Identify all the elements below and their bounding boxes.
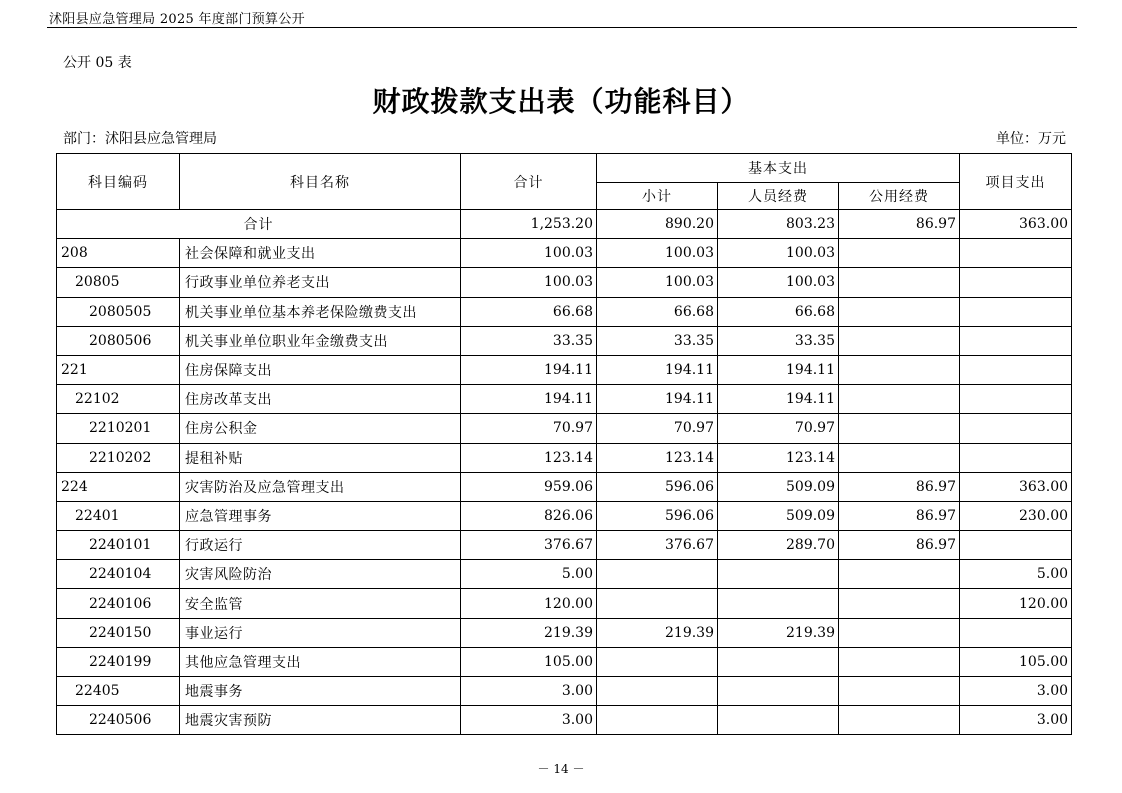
cell-name: 地震事务 xyxy=(180,677,461,706)
cell-project xyxy=(960,297,1072,326)
cell-project xyxy=(960,385,1072,414)
cell-name: 灾害防治及应急管理支出 xyxy=(180,472,461,501)
cell-project xyxy=(960,239,1072,268)
table-row xyxy=(57,414,1072,443)
total-row-subtotal: 890.20 xyxy=(597,210,718,239)
column-header-project: 项目支出 xyxy=(960,154,1072,210)
column-header-personnel: 人员经费 xyxy=(718,183,839,210)
cell-total: 66.68 xyxy=(461,297,597,326)
column-header-basic: 基本支出 xyxy=(597,154,960,183)
cell-public xyxy=(839,297,960,326)
column-header-name: 科目名称 xyxy=(180,154,461,210)
table-row xyxy=(57,326,1072,355)
cell-public xyxy=(839,414,960,443)
table-row xyxy=(57,268,1072,297)
cell-subtotal: 376.67 xyxy=(597,531,718,560)
table-row xyxy=(57,501,1072,530)
cell-project xyxy=(960,618,1072,647)
cell-total: 120.00 xyxy=(461,589,597,618)
cell-personnel: 100.03 xyxy=(718,239,839,268)
table-row xyxy=(57,239,1072,268)
cell-personnel: 509.09 xyxy=(718,472,839,501)
table-row xyxy=(57,385,1072,414)
cell-personnel xyxy=(718,706,839,735)
table-row xyxy=(57,443,1072,472)
page-title: 财政拨款支出表（功能科目） xyxy=(372,85,750,118)
cell-subtotal: 70.97 xyxy=(597,414,718,443)
cell-project: 105.00 xyxy=(960,647,1072,676)
cell-project xyxy=(960,531,1072,560)
header-divider xyxy=(47,27,1077,28)
cell-project: 3.00 xyxy=(960,677,1072,706)
cell-code: 2210202 xyxy=(57,443,180,472)
cell-public xyxy=(839,677,960,706)
table-row xyxy=(57,677,1072,706)
column-header-total: 合计 xyxy=(461,154,597,210)
cell-public: 86.97 xyxy=(839,501,960,530)
cell-code: 2240104 xyxy=(57,560,180,589)
total-row-personnel: 803.23 xyxy=(718,210,839,239)
cell-project xyxy=(960,326,1072,355)
cell-personnel: 33.35 xyxy=(718,326,839,355)
cell-public xyxy=(839,647,960,676)
cell-subtotal: 33.35 xyxy=(597,326,718,355)
cell-name: 应急管理事务 xyxy=(180,501,461,530)
cell-project: 230.00 xyxy=(960,501,1072,530)
cell-personnel: 194.11 xyxy=(718,355,839,384)
cell-personnel: 219.39 xyxy=(718,618,839,647)
table-number: 公开 05 表 xyxy=(63,55,132,71)
cell-total: 194.11 xyxy=(461,385,597,414)
cell-project xyxy=(960,414,1072,443)
cell-total: 826.06 xyxy=(461,501,597,530)
table-row xyxy=(57,560,1072,589)
cell-personnel: 289.70 xyxy=(718,531,839,560)
cell-public xyxy=(839,443,960,472)
cell-public xyxy=(839,560,960,589)
column-header-public: 公用经费 xyxy=(839,183,960,210)
cell-project: 363.00 xyxy=(960,472,1072,501)
cell-total: 100.03 xyxy=(461,268,597,297)
cell-name: 地震灾害预防 xyxy=(180,706,461,735)
cell-name: 事业运行 xyxy=(180,618,461,647)
table-row xyxy=(57,647,1072,676)
cell-subtotal: 219.39 xyxy=(597,618,718,647)
cell-subtotal: 66.68 xyxy=(597,297,718,326)
table-row xyxy=(57,355,1072,384)
cell-subtotal xyxy=(597,647,718,676)
department-label: 部门：沭阳县应急管理局 xyxy=(63,131,217,147)
cell-total: 194.11 xyxy=(461,355,597,384)
cell-total: 376.67 xyxy=(461,531,597,560)
cell-subtotal xyxy=(597,560,718,589)
cell-name: 住房改革支出 xyxy=(180,385,461,414)
cell-project xyxy=(960,355,1072,384)
total-row-label: 合计 xyxy=(57,210,461,239)
cell-code: 2240506 xyxy=(57,706,180,735)
cell-subtotal: 596.06 xyxy=(597,501,718,530)
cell-subtotal xyxy=(597,706,718,735)
total-row-project: 363.00 xyxy=(960,210,1072,239)
cell-subtotal: 100.03 xyxy=(597,239,718,268)
cell-code: 22102 xyxy=(57,385,180,414)
page-number: － 14 － xyxy=(537,762,585,776)
cell-code: 224 xyxy=(57,472,180,501)
cell-public xyxy=(839,706,960,735)
cell-public: 86.97 xyxy=(839,531,960,560)
cell-name: 住房公积金 xyxy=(180,414,461,443)
cell-code: 2080506 xyxy=(57,326,180,355)
cell-project: 5.00 xyxy=(960,560,1072,589)
cell-public: 86.97 xyxy=(839,472,960,501)
cell-code: 2240199 xyxy=(57,647,180,676)
cell-public xyxy=(839,268,960,297)
cell-personnel xyxy=(718,589,839,618)
cell-code: 208 xyxy=(57,239,180,268)
cell-code: 2240150 xyxy=(57,618,180,647)
cell-code: 2210201 xyxy=(57,414,180,443)
cell-personnel xyxy=(718,677,839,706)
cell-subtotal xyxy=(597,677,718,706)
cell-total: 33.35 xyxy=(461,326,597,355)
cell-subtotal: 194.11 xyxy=(597,385,718,414)
cell-code: 2240101 xyxy=(57,531,180,560)
cell-total: 959.06 xyxy=(461,472,597,501)
cell-name: 社会保障和就业支出 xyxy=(180,239,461,268)
cell-subtotal: 596.06 xyxy=(597,472,718,501)
cell-code: 22405 xyxy=(57,677,180,706)
cell-personnel xyxy=(718,560,839,589)
column-header-subtotal: 小计 xyxy=(597,183,718,210)
cell-name: 其他应急管理支出 xyxy=(180,647,461,676)
cell-code: 221 xyxy=(57,355,180,384)
cell-project: 120.00 xyxy=(960,589,1072,618)
cell-public xyxy=(839,589,960,618)
cell-code: 2240106 xyxy=(57,589,180,618)
cell-code: 22401 xyxy=(57,501,180,530)
cell-public xyxy=(839,326,960,355)
cell-name: 灾害风险防治 xyxy=(180,560,461,589)
cell-personnel: 194.11 xyxy=(718,385,839,414)
table-body xyxy=(57,210,1072,735)
cell-total: 105.00 xyxy=(461,647,597,676)
cell-personnel xyxy=(718,647,839,676)
budget-table xyxy=(56,153,1072,735)
cell-name: 住房保障支出 xyxy=(180,355,461,384)
cell-project xyxy=(960,268,1072,297)
table-row xyxy=(57,531,1072,560)
total-row-public: 86.97 xyxy=(839,210,960,239)
total-row xyxy=(57,210,1072,239)
cell-personnel: 509.09 xyxy=(718,501,839,530)
cell-subtotal: 194.11 xyxy=(597,355,718,384)
table-row xyxy=(57,618,1072,647)
table-row xyxy=(57,706,1072,735)
cell-total: 70.97 xyxy=(461,414,597,443)
cell-name: 机关事业单位职业年金缴费支出 xyxy=(180,326,461,355)
cell-project xyxy=(960,443,1072,472)
table-row xyxy=(57,589,1072,618)
cell-subtotal: 100.03 xyxy=(597,268,718,297)
cell-public xyxy=(839,385,960,414)
cell-subtotal: 123.14 xyxy=(597,443,718,472)
cell-personnel: 100.03 xyxy=(718,268,839,297)
column-header-code: 科目编码 xyxy=(57,154,180,210)
cell-name: 行政运行 xyxy=(180,531,461,560)
cell-public xyxy=(839,239,960,268)
cell-project: 3.00 xyxy=(960,706,1072,735)
cell-total: 3.00 xyxy=(461,706,597,735)
cell-name: 行政事业单位养老支出 xyxy=(180,268,461,297)
cell-total: 5.00 xyxy=(461,560,597,589)
cell-code: 20805 xyxy=(57,268,180,297)
cell-total: 3.00 xyxy=(461,677,597,706)
cell-code: 2080505 xyxy=(57,297,180,326)
total-row-total: 1,253.20 xyxy=(461,210,597,239)
cell-name: 安全监管 xyxy=(180,589,461,618)
running-header: 沭阳县应急管理局 2025 年度部门预算公开 xyxy=(49,12,305,27)
cell-public xyxy=(839,618,960,647)
cell-total: 123.14 xyxy=(461,443,597,472)
cell-name: 提租补贴 xyxy=(180,443,461,472)
cell-total: 219.39 xyxy=(461,618,597,647)
table-row xyxy=(57,472,1072,501)
cell-personnel: 123.14 xyxy=(718,443,839,472)
cell-name: 机关事业单位基本养老保险缴费支出 xyxy=(180,297,461,326)
cell-personnel: 70.97 xyxy=(718,414,839,443)
cell-total: 100.03 xyxy=(461,239,597,268)
cell-public xyxy=(839,355,960,384)
unit-label: 单位：万元 xyxy=(996,131,1066,147)
cell-personnel: 66.68 xyxy=(718,297,839,326)
cell-subtotal xyxy=(597,589,718,618)
table-row xyxy=(57,297,1072,326)
